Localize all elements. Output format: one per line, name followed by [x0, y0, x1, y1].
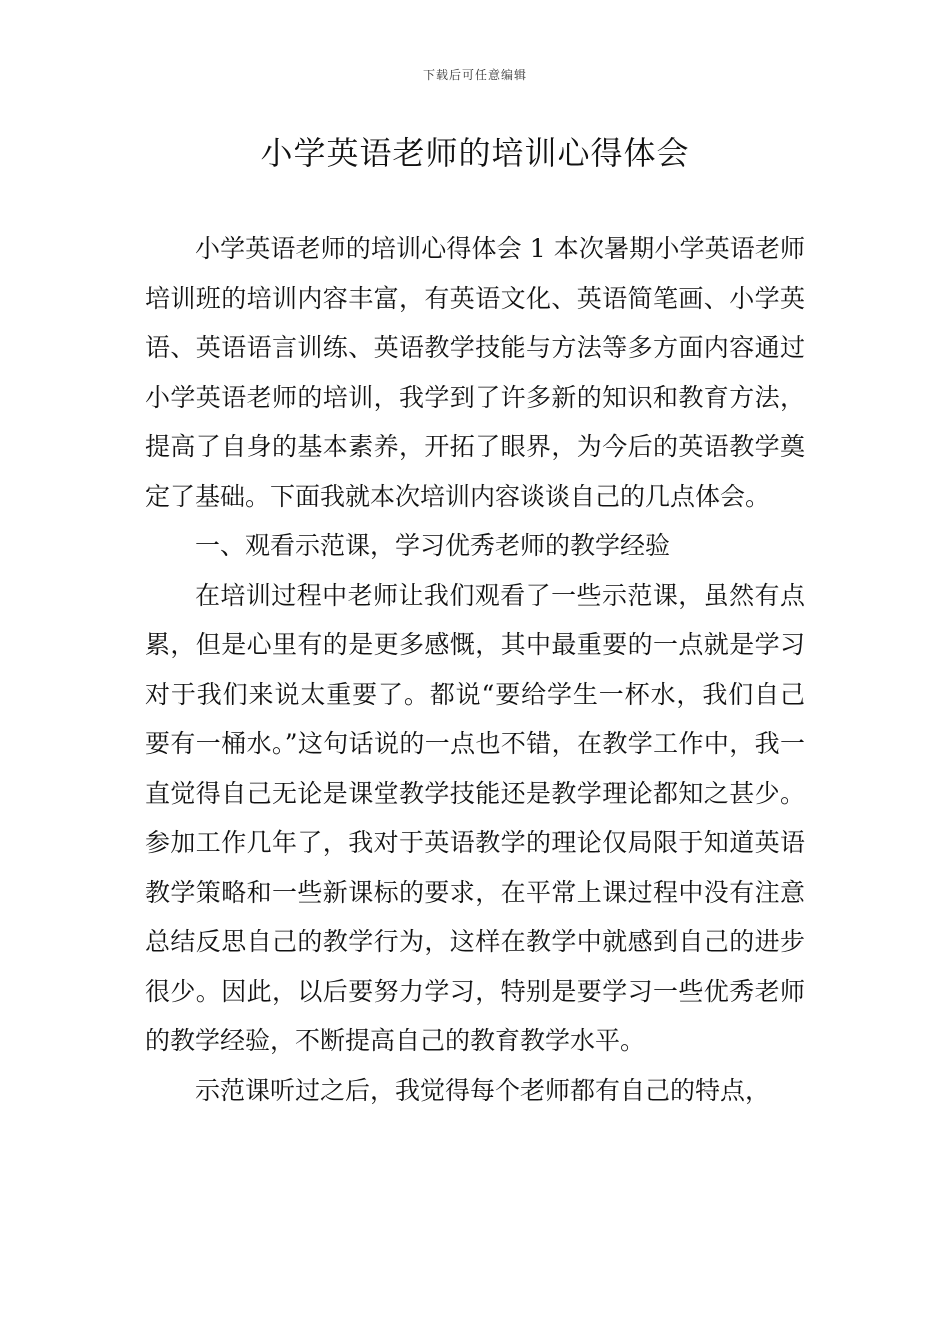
- paragraph-section-1: 在培训过程中老师让我们观看了一些示范课，虽然有点累，但是心里有的是更多感慨，其中最重要的一点就是学习对于我们来说太重要了。都说“要给学生一杯水，我们自己要有一桶水。”这句话说的一点也不错，在教学工作中，我一直觉得自己无论是课堂教学技能还是教学理论都知之甚少。参加工作几年了，我对于英语教学的理论仅局限于知道英语教学策略和一些新课标的要求，在平常上课过程中没有注意总结反思自己的教学行为，这样在教学中就感到自己的进步很少。因此，以后要努力学习，特别是要学习一些优秀老师的教学经验，不断提高自己的教育教学水平。: [145, 580, 805, 1055]
- paragraph-continuation: 示范课听过之后，我觉得每个老师都有自己的特点，: [195, 1075, 771, 1105]
- document-title: 小学英语老师的培训心得体会: [260, 134, 690, 172]
- section-heading-1: 一、观看示范课，学习优秀老师的教学经验: [195, 531, 671, 560]
- document-body: [145, 224, 805, 1115]
- header-note: 下载后可任意编辑: [422, 68, 527, 82]
- paragraph-intro: 小学英语老师的培训心得体会 1 本次暑期小学英语老师培训班的培训内容丰富，有英语文化、英语简笔画、小学英语、英语语言训练、英语教学技能与方法等多方面内容通过小学英语老师的培训，我学到了许多新的知识和教育方法，提高了自身的基本素养，开拓了眼界，为今后的英语教学奠定了基础。下面我就本次培训内容谈谈自己的几点体会。: [145, 234, 805, 511]
